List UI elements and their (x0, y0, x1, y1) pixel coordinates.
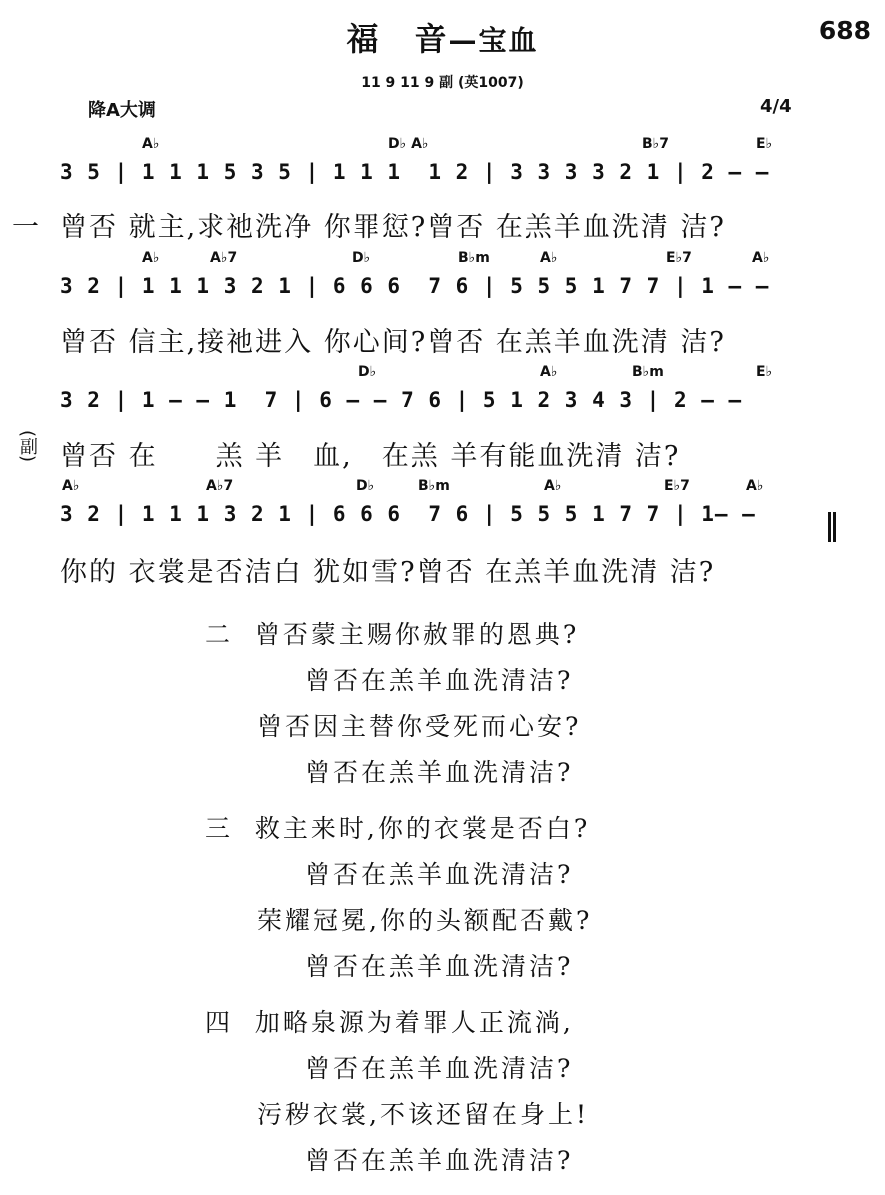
chord: A♭ (142, 250, 160, 266)
chord: A♭ (142, 136, 160, 152)
chorus-label: (副) (17, 430, 38, 463)
chord: E♭7 (664, 478, 690, 494)
notes-row: 3 2 | 1 1 1 3 2 1 | 6 6 6 7 6 | 5 5 5 1 7 7 | 1 — — (60, 274, 770, 298)
chord: D♭ (356, 478, 375, 494)
score-line-3 (60, 364, 840, 424)
score-line-4 (60, 478, 840, 538)
verse-text: 救主来时,你的衣裳是否白? (254, 814, 591, 843)
chord: E♭7 (666, 250, 692, 266)
chord: B♭7 (642, 136, 670, 152)
verse-4 (205, 1000, 589, 1184)
notes-row: 3 5 | 1 1 1 5 3 5 | 1 1 1 1 2 | 3 3 3 3 2 1 | 2 — — (60, 160, 770, 184)
verse-text: 曾否在羔羊血洗清洁? (305, 1054, 574, 1083)
notes-row: 3 2 | 1 1 1 3 2 1 | 6 6 6 7 6 | 5 5 5 1 7 7 | 1— — (60, 502, 756, 526)
chord-row (60, 364, 840, 388)
verse-line (205, 1046, 589, 1092)
verse-number-one: 一 (12, 212, 39, 243)
verse-text: 曾否在羔羊血洗清洁? (305, 1146, 574, 1175)
chord: D♭ A♭ (388, 136, 429, 152)
verse-text: 曾否在羔羊血洗清洁? (305, 860, 574, 889)
final-barline (828, 512, 836, 542)
score-line-2 (60, 250, 840, 310)
verse-3 (205, 806, 592, 990)
chord: B♭m (418, 478, 450, 494)
title-sub: —宝血 (448, 24, 539, 57)
chord: A♭7 (206, 478, 234, 494)
chord: A♭ (540, 364, 558, 380)
verse-number: 二 (205, 620, 234, 649)
verse-text: 荣耀冠冕,你的头额配否戴? (257, 906, 593, 935)
chord: E♭ (756, 136, 773, 152)
chord: A♭ (746, 478, 764, 494)
chord-row (60, 478, 840, 502)
chord: B♭m (632, 364, 664, 380)
hymn-title (0, 14, 885, 60)
verse-line (205, 944, 592, 990)
chord-row (60, 250, 840, 274)
score-line-1 (60, 136, 840, 196)
lyrics-line-1: 曾否 就主,求祂洗净 你罪愆?曾否 在羔羊血洗清 洁? (60, 212, 726, 243)
verse-line (205, 852, 592, 898)
chord-row (60, 136, 840, 160)
verse-text: 曾否在羔羊血洗清洁? (305, 952, 574, 981)
verse-text: 污秽衣裳,不该还留在身上! (257, 1100, 589, 1129)
lyrics-line-4: 你的 衣裳是否洁白 犹如雪?曾否 在羔羊血洗清 洁? (60, 557, 716, 588)
verse-text: 加略泉源为着罪人正流淌, (254, 1008, 574, 1037)
chord: A♭ (752, 250, 770, 266)
verse-line (205, 806, 592, 852)
lyrics-line-3: 曾否 在 羔 羊 血, 在羔 羊有能血洗清 洁? (60, 441, 681, 472)
verse-line (205, 1000, 589, 1046)
verse-number: 三 (205, 814, 234, 843)
verse-text: 曾否因主替你受死而心安? (257, 712, 582, 741)
time-signature: 4/4 (760, 96, 792, 117)
verse-line (205, 1092, 589, 1138)
hymn-number: 688 (818, 16, 871, 45)
verse-text: 曾否在羔羊血洗清洁? (305, 758, 574, 787)
verse-line (205, 1138, 589, 1184)
chord: A♭ (62, 478, 80, 494)
verse-line (205, 704, 581, 750)
lyrics-line-2: 曾否 信主,接祂进入 你心间?曾否 在羔羊血洗清 洁? (60, 327, 726, 358)
chord: B♭m (458, 250, 490, 266)
verse-number: 四 (205, 1008, 234, 1037)
chord: D♭ (358, 364, 377, 380)
meter: 11 9 11 9 副 (英1007) (361, 75, 524, 91)
verse-line (205, 898, 592, 944)
verse-text: 曾否在羔羊血洗清洁? (305, 666, 574, 695)
chord: A♭ (540, 250, 558, 266)
verse-line (205, 750, 581, 796)
verse-2 (205, 612, 581, 796)
title-main: 福 音 (346, 20, 449, 58)
notes-row: 3 2 | 1 — — 1 7 | 6 — — 7 6 | 5 1 2 3 4 3 | 2 — — (60, 388, 743, 412)
verse-text: 曾否蒙主赐你赦罪的恩典? (254, 620, 580, 649)
key-signature: 降A大调 (88, 100, 156, 121)
chord: E♭ (756, 364, 773, 380)
chord: D♭ (352, 250, 371, 266)
verse-line (205, 612, 581, 658)
chord: A♭ (544, 478, 562, 494)
chord: A♭7 (210, 250, 238, 266)
verse-line (205, 658, 581, 704)
